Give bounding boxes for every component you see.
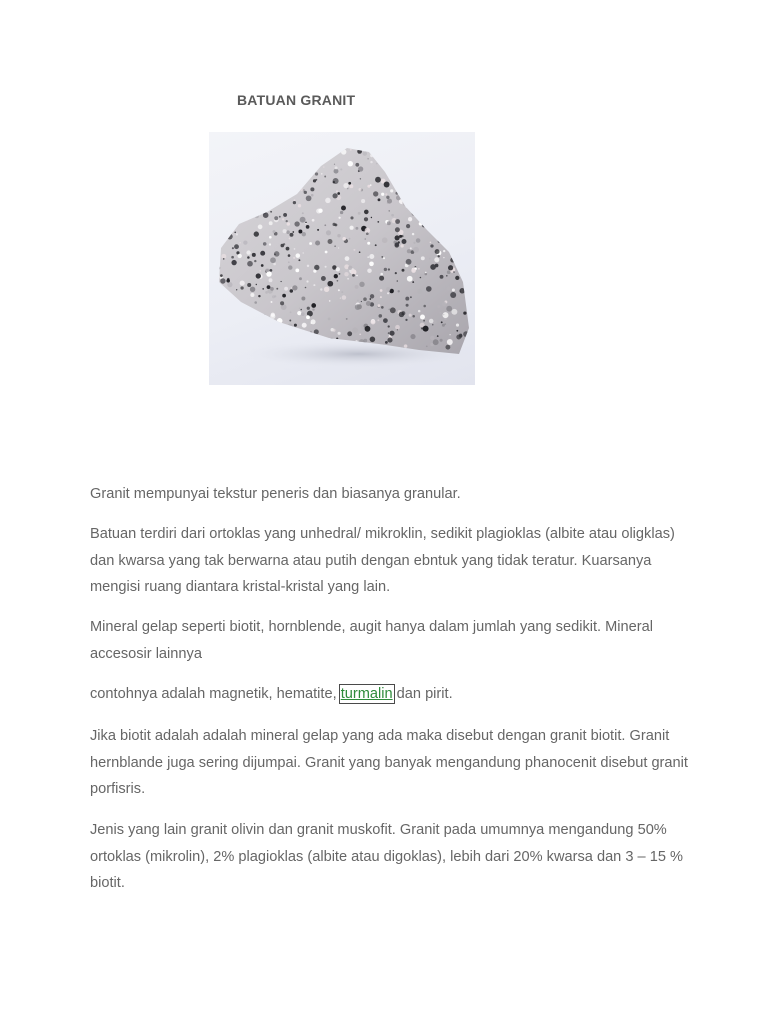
- granite-rock-illustration: [209, 132, 475, 385]
- paragraph-texture: Granit mempunyai tekstur peneris dan biasanya granular.: [90, 486, 461, 502]
- turmalin-link[interactable]: turmalin: [340, 686, 393, 702]
- paragraph-accessory-text-before: contohnya adalah magnetik, hematite,: [90, 686, 341, 702]
- page-title: BATUAN GRANIT: [237, 92, 356, 108]
- paragraph-biotite-granite: Jika biotit adalah adalah mineral gelap yang ada maka disebut dengan granit biotit. Granit hernblande juga sering dijumpai. Granit yang banyak mengandung phanocenit disebut granit porfisris.: [90, 728, 688, 797]
- paragraph-accessory-examples: [90, 681, 690, 708]
- paragraph-composition: Batuan terdiri dari ortoklas yang unhedral/ mikroklin, sedikit plagioklas (albite atau oligklas) dan kwarsa yang tak berwarna atau putih dengan ebntuk yang tidak teratur. Kuarsanya mengisi ruang diantara kristal-kristal yang lain.: [90, 526, 675, 595]
- paragraph-accessory-text-after: dan pirit.: [392, 686, 453, 702]
- paragraph-dark-minerals: Mineral gelap seperti biotit, hornblende, augit hanya dalam jumlah yang sedikit. Mineral accesosir lainnya: [90, 619, 653, 662]
- paragraph-granite-types: Jenis yang lain granit olivin dan granit muskofit. Granit pada umumnya mengandung 50% ortoklas (mikrolin), 2% plagioklas (albite atau digoklas), lebih dari 20% kwarsa dan 3 – 15 % biotit.: [90, 822, 683, 891]
- granite-rock-image: [209, 132, 475, 385]
